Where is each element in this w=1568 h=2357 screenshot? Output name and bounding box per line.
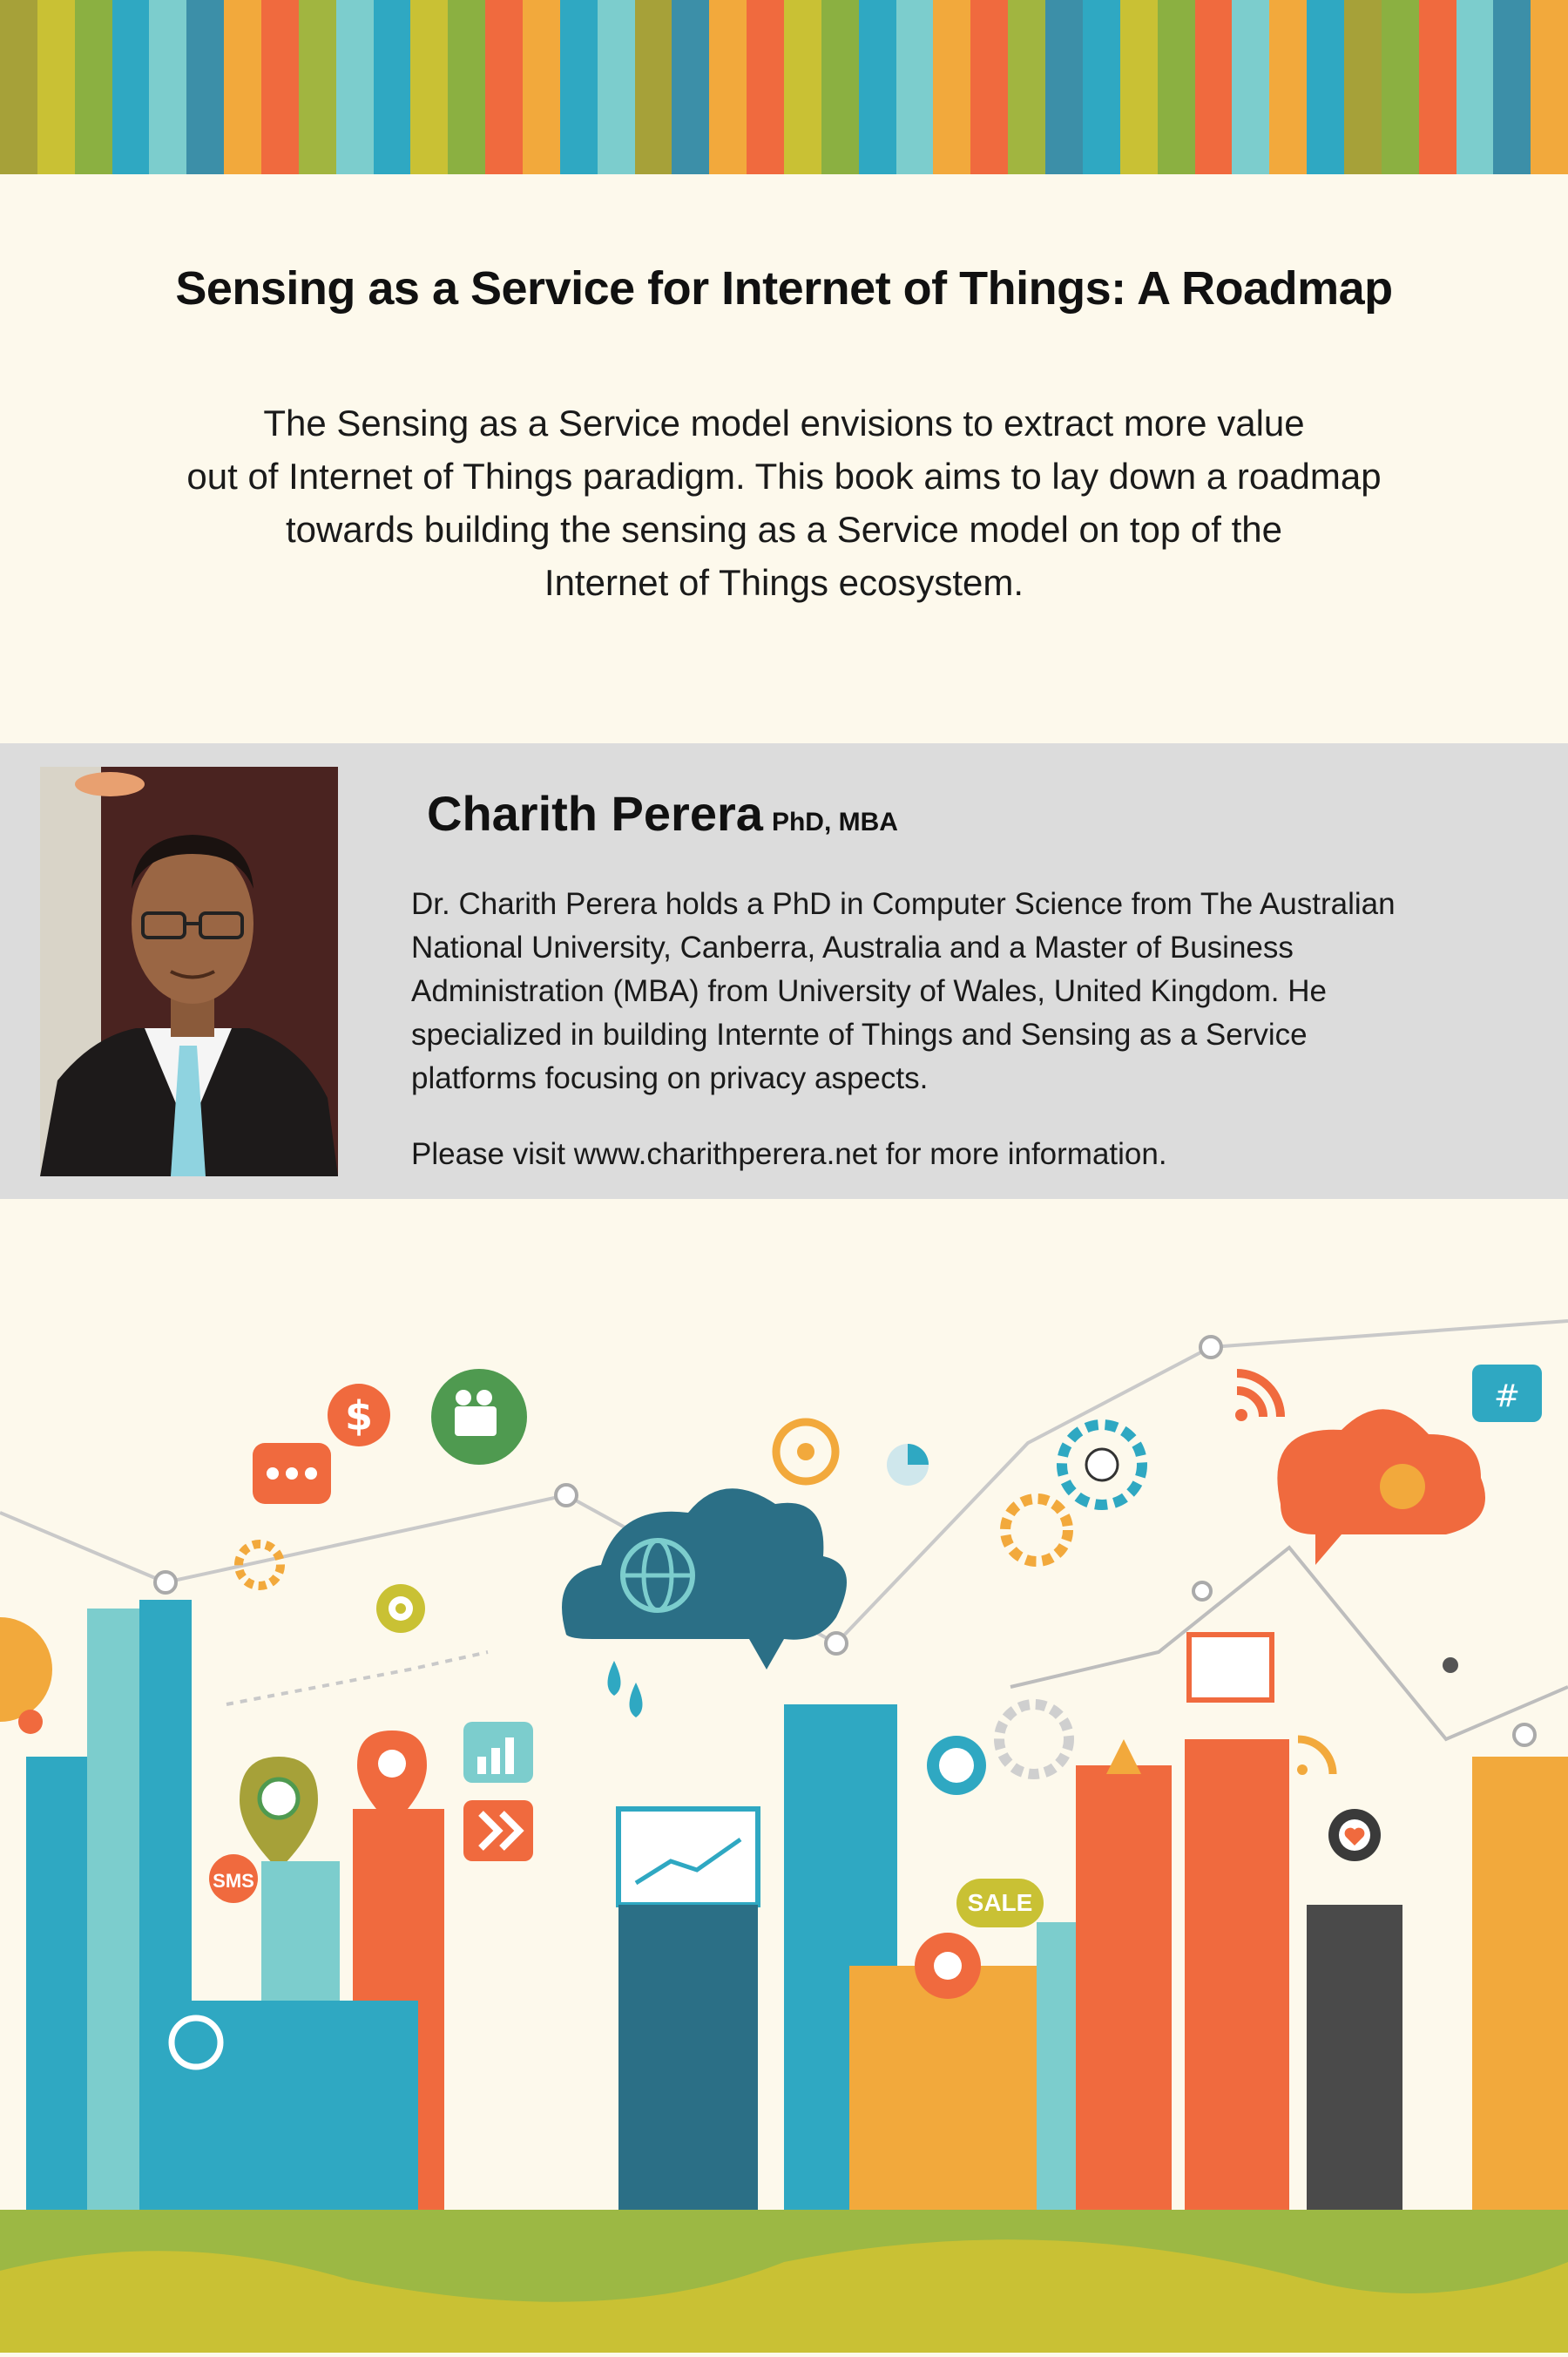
color-stripe bbox=[598, 0, 635, 174]
network-node bbox=[1443, 1657, 1458, 1673]
dollar-bubble-icon bbox=[328, 1384, 390, 1446]
author-credentials: PhD, MBA bbox=[771, 808, 898, 836]
network-node bbox=[1514, 1724, 1535, 1745]
forward-arrows-icon bbox=[463, 1800, 533, 1861]
color-stripe bbox=[1269, 0, 1307, 174]
website-note: Please visit www.charithperera.net for more information. bbox=[411, 1137, 1167, 1171]
color-stripe bbox=[1008, 0, 1045, 174]
dark-factory-building bbox=[148, 2001, 418, 2245]
description-line: Internet of Things ecosystem. bbox=[544, 562, 1024, 603]
gear-icon bbox=[1005, 1499, 1068, 1561]
color-stripe bbox=[859, 0, 896, 174]
color-stripes-banner bbox=[0, 0, 1568, 174]
network-node bbox=[1200, 1337, 1221, 1358]
color-stripe bbox=[1045, 0, 1083, 174]
color-stripe bbox=[448, 0, 485, 174]
color-stripe bbox=[821, 0, 859, 174]
network-line bbox=[226, 1652, 488, 1704]
bio-line: Administration (MBA) from University of Wales, United Kingdom. He bbox=[411, 974, 1327, 1008]
color-stripe bbox=[37, 0, 75, 174]
hashtag-bubble-icon bbox=[1472, 1365, 1542, 1422]
book-title: Sensing as a Service for Internet of Things: A Roadmap bbox=[175, 262, 1393, 315]
author-name-text: Charith Perera bbox=[427, 786, 763, 841]
color-stripe bbox=[1456, 0, 1494, 174]
color-stripe bbox=[970, 0, 1008, 174]
color-stripe bbox=[186, 0, 224, 174]
book-description bbox=[87, 396, 1481, 609]
description-line: out of Internet of Things paradigm. This book aims to lay down a roadmap bbox=[186, 456, 1382, 497]
gear-icon bbox=[999, 1704, 1069, 1774]
color-stripe bbox=[1382, 0, 1419, 174]
sms-label: SMS bbox=[213, 1870, 254, 1892]
color-stripe bbox=[635, 0, 672, 174]
network-node bbox=[155, 1572, 176, 1593]
color-stripe bbox=[410, 0, 448, 174]
color-stripe bbox=[747, 0, 784, 174]
network-line bbox=[1010, 1548, 1568, 1739]
color-stripe bbox=[1195, 0, 1233, 174]
sale-bubble bbox=[956, 1879, 1044, 1927]
color-stripe bbox=[149, 0, 186, 174]
iot-city-illustration bbox=[0, 1199, 1568, 2353]
tag-cloud-icon bbox=[1277, 1409, 1485, 1565]
description-line: The Sensing as a Service model envisions to extract more value bbox=[263, 403, 1305, 444]
color-stripe bbox=[1493, 0, 1531, 174]
target-icon bbox=[376, 1584, 425, 1633]
color-stripe bbox=[709, 0, 747, 174]
gear-icon bbox=[1062, 1425, 1142, 1505]
heart-pin-icon bbox=[1328, 1809, 1381, 1861]
color-stripe bbox=[1307, 0, 1344, 174]
color-stripe bbox=[336, 0, 374, 174]
bio-line: Dr. Charith Perera holds a PhD in Computer Science from The Australian bbox=[411, 887, 1396, 921]
video-camera-bubble-icon bbox=[431, 1369, 527, 1465]
color-stripe bbox=[1531, 0, 1568, 174]
left-sun-icon bbox=[0, 1617, 52, 1734]
svg-text:#: # bbox=[1493, 1378, 1521, 1414]
location-pin-icon bbox=[240, 1757, 318, 1870]
author-section bbox=[0, 743, 1568, 1199]
color-stripe bbox=[560, 0, 598, 174]
color-stripe bbox=[112, 0, 150, 174]
color-stripe bbox=[896, 0, 934, 174]
color-stripe bbox=[485, 0, 523, 174]
dark-gray-building bbox=[1307, 1905, 1402, 2245]
pie-chart-icon bbox=[887, 1444, 929, 1486]
chart-screen-building bbox=[618, 1809, 758, 2245]
description-line: towards building the sensing as a Service model on top of the bbox=[285, 509, 1283, 550]
color-stripe bbox=[784, 0, 821, 174]
bar-chart-bubble-icon bbox=[463, 1722, 533, 1783]
color-stripe bbox=[523, 0, 560, 174]
wifi-icon bbox=[1297, 1739, 1333, 1775]
color-stripe bbox=[1419, 0, 1456, 174]
color-stripe bbox=[0, 0, 37, 174]
orange-right-building bbox=[1472, 1757, 1568, 2245]
color-stripe bbox=[1120, 0, 1158, 174]
color-stripe bbox=[933, 0, 970, 174]
orange-mall-building bbox=[849, 1933, 1045, 2245]
bio-line: platforms focusing on privacy aspects. bbox=[411, 1061, 929, 1095]
orange-tower-building bbox=[1076, 1739, 1172, 2245]
color-stripe bbox=[224, 0, 261, 174]
water-drop-icon bbox=[608, 1661, 643, 1717]
sale-label: SALE bbox=[967, 1889, 1033, 1916]
gear-icon bbox=[776, 1422, 835, 1481]
author-photo bbox=[40, 767, 338, 1176]
author-bio bbox=[411, 883, 1509, 1101]
bio-line: National University, Canberra, Australia and a Master of Business bbox=[411, 931, 1294, 965]
network-node bbox=[1193, 1582, 1211, 1600]
chat-bubble-icon bbox=[253, 1443, 331, 1504]
color-stripe bbox=[1344, 0, 1382, 174]
network-node bbox=[556, 1485, 577, 1506]
author-name bbox=[427, 785, 898, 842]
bio-line: specialized in building Internte of Things and Sensing as a Service bbox=[411, 1018, 1308, 1052]
percent-gear-icon bbox=[927, 1736, 986, 1795]
sms-bubble bbox=[209, 1854, 258, 1903]
color-stripe bbox=[261, 0, 299, 174]
color-stripe bbox=[75, 0, 112, 174]
svg-text:$: $ bbox=[344, 1392, 374, 1439]
color-stripe bbox=[672, 0, 709, 174]
orange-highrise-building bbox=[1185, 1635, 1289, 2245]
network-node bbox=[826, 1633, 847, 1654]
color-stripe bbox=[1232, 0, 1269, 174]
color-stripe bbox=[1083, 0, 1120, 174]
wifi-icon bbox=[1235, 1373, 1281, 1421]
color-stripe bbox=[1158, 0, 1195, 174]
color-stripe bbox=[374, 0, 411, 174]
color-stripe bbox=[299, 0, 336, 174]
